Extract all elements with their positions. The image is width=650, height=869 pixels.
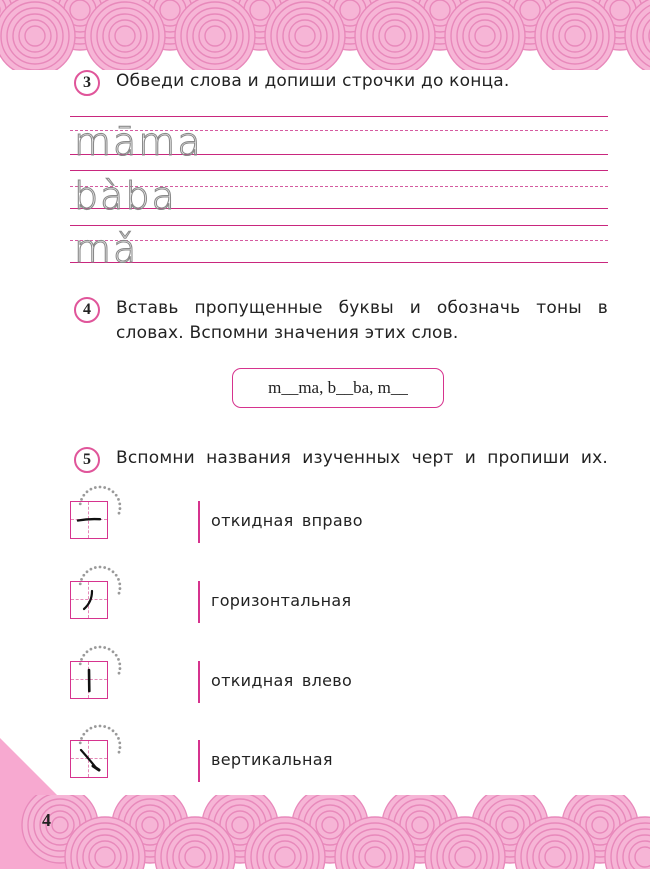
task-3-number: 3 bbox=[74, 70, 100, 96]
stroke-label-2: горизонтальная bbox=[211, 591, 352, 610]
divider-bar bbox=[198, 661, 200, 703]
divider-bar bbox=[198, 740, 200, 782]
divider-bar bbox=[198, 501, 200, 543]
stroke-label-4: вертикальная bbox=[211, 750, 333, 769]
stroke-row-3 bbox=[70, 647, 590, 717]
stroke-label-1: откидная вправо bbox=[211, 511, 363, 530]
stroke-label-3: откидная влево bbox=[211, 671, 353, 690]
trace-word-ma: mǎ bbox=[74, 227, 139, 271]
task-5-instruction: Вспомни названия изученных черт и пропиши их. bbox=[116, 448, 608, 468]
horizontal-stroke-icon bbox=[73, 504, 105, 536]
divider-bar bbox=[198, 581, 200, 623]
task-5-number: 5 bbox=[74, 447, 100, 473]
tracing-lines bbox=[70, 116, 608, 271]
bottom-wave-border bbox=[0, 795, 650, 869]
left-falling-stroke-icon bbox=[73, 584, 105, 616]
top-wave-border bbox=[0, 0, 650, 70]
practice-grid-cell[interactable] bbox=[70, 581, 108, 619]
stroke-row-4 bbox=[70, 726, 590, 796]
task-3-instruction: Обведи слова и допиши строчки до конца. bbox=[116, 71, 510, 91]
practice-grid-cell[interactable] bbox=[70, 661, 108, 699]
stroke-row-2 bbox=[70, 567, 590, 637]
page-number: 4 bbox=[42, 810, 51, 830]
trace-word-baba: bàba bbox=[74, 174, 177, 218]
right-falling-stroke-icon bbox=[73, 743, 105, 775]
practice-grid-cell[interactable] bbox=[70, 740, 108, 778]
task-4-number: 4 bbox=[74, 297, 100, 323]
task-4-instruction-line-1: Вставь пропущенные буквы и обозначь тоны в bbox=[116, 298, 608, 318]
trace-word-mama: māma bbox=[74, 120, 203, 164]
stroke-row-1 bbox=[70, 487, 590, 557]
task-4-instruction-line-2: словах. Вспомни значения этих слов. bbox=[116, 323, 459, 343]
practice-grid-cell[interactable] bbox=[70, 501, 108, 539]
vertical-stroke-icon bbox=[73, 664, 105, 696]
fill-in-answer-box[interactable]: m__ma, b__ba, m__ bbox=[232, 368, 444, 408]
